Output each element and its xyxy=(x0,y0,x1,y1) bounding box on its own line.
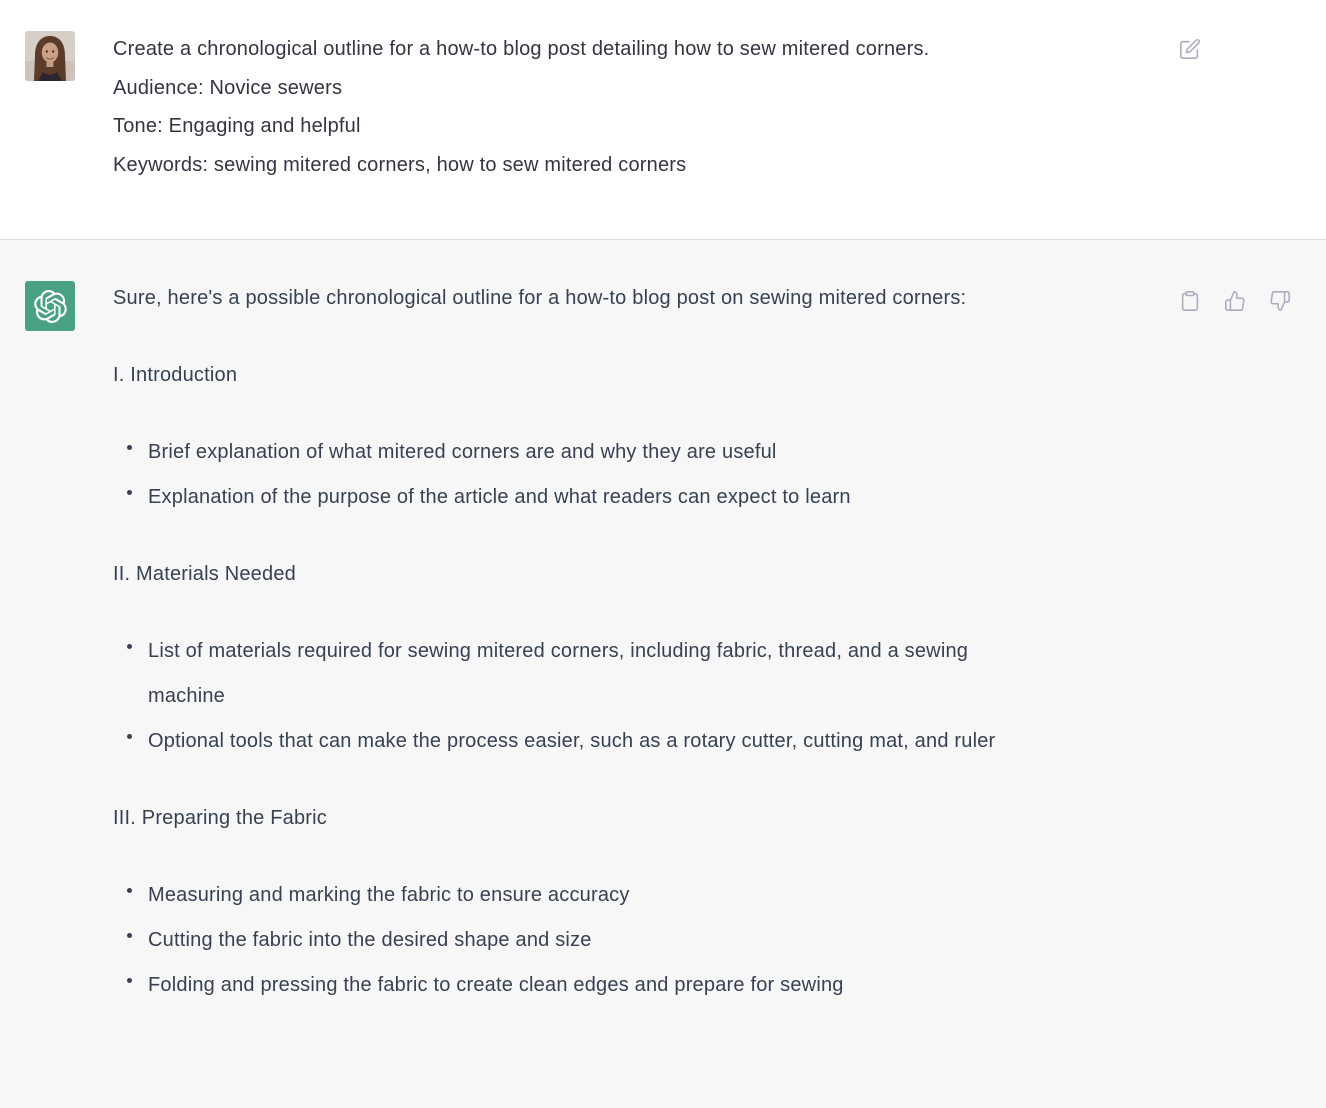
thumbs-up-button[interactable] xyxy=(1224,290,1246,312)
user-message-line: Keywords: sewing mitered corners, how to sew mitered corners xyxy=(113,153,687,176)
thumbs-down-button[interactable] xyxy=(1269,290,1291,312)
bullet-item: Cutting the fabric into the desired shape and size xyxy=(113,918,1023,963)
thumbs-down-icon xyxy=(1269,290,1291,312)
bullet-item: Optional tools that can make the process easier, such as a rotary cutter, cutting mat, and ruler xyxy=(113,719,1023,764)
assistant-avatar xyxy=(25,281,75,331)
assistant-message-body xyxy=(113,276,1023,1008)
user-avatar xyxy=(25,31,75,81)
user-message-actions xyxy=(1179,38,1292,209)
assistant-message-content xyxy=(113,276,1141,1078)
copy-button[interactable] xyxy=(1179,290,1201,312)
thumbs-up-icon xyxy=(1224,290,1246,312)
assistant-intro-paragraph: Sure, here's a possible chronological outline for a how-to blog post on sewing mitered corners: xyxy=(113,287,967,309)
user-message-line: Audience: Novice sewers xyxy=(113,76,343,99)
user-message-line: Tone: Engaging and helpful xyxy=(113,115,361,137)
user-message-line: Create a chronological outline for a how-to blog post detailing how to sew mitered corners. xyxy=(113,38,930,60)
edit-message-button[interactable] xyxy=(1179,38,1201,60)
assistant-message-actions xyxy=(1179,290,1292,1078)
outline-heading: II. Materials Needed xyxy=(113,563,296,585)
edit-pencil-square-icon xyxy=(1179,38,1201,60)
bullet-item: Folding and pressing the fabric to create clean edges and prepare for sewing xyxy=(113,963,1023,1008)
user-message-content xyxy=(113,30,1141,209)
outline-heading: III. Preparing the Fabric xyxy=(113,807,327,829)
assistant-message xyxy=(0,240,1326,1108)
user-message xyxy=(0,0,1326,240)
bullet-item: Brief explanation of what mitered corners are and why they are useful xyxy=(113,430,1023,475)
clipboard-icon xyxy=(1179,290,1201,312)
outline-bullet-list xyxy=(113,873,1023,1008)
bullet-item: Measuring and marking the fabric to ensure accuracy xyxy=(113,873,1023,918)
outline-bullet-list xyxy=(113,629,1023,764)
user-avatar-image xyxy=(25,31,75,81)
chatgpt-logo-icon xyxy=(34,290,67,323)
outline-bullet-list xyxy=(113,430,1023,520)
outline-heading: I. Introduction xyxy=(113,364,238,386)
bullet-item: Explanation of the purpose of the article and what readers can expect to learn xyxy=(113,475,1023,520)
bullet-item: List of materials required for sewing mitered corners, including fabric, thread, and a sewing machine xyxy=(113,629,1023,719)
